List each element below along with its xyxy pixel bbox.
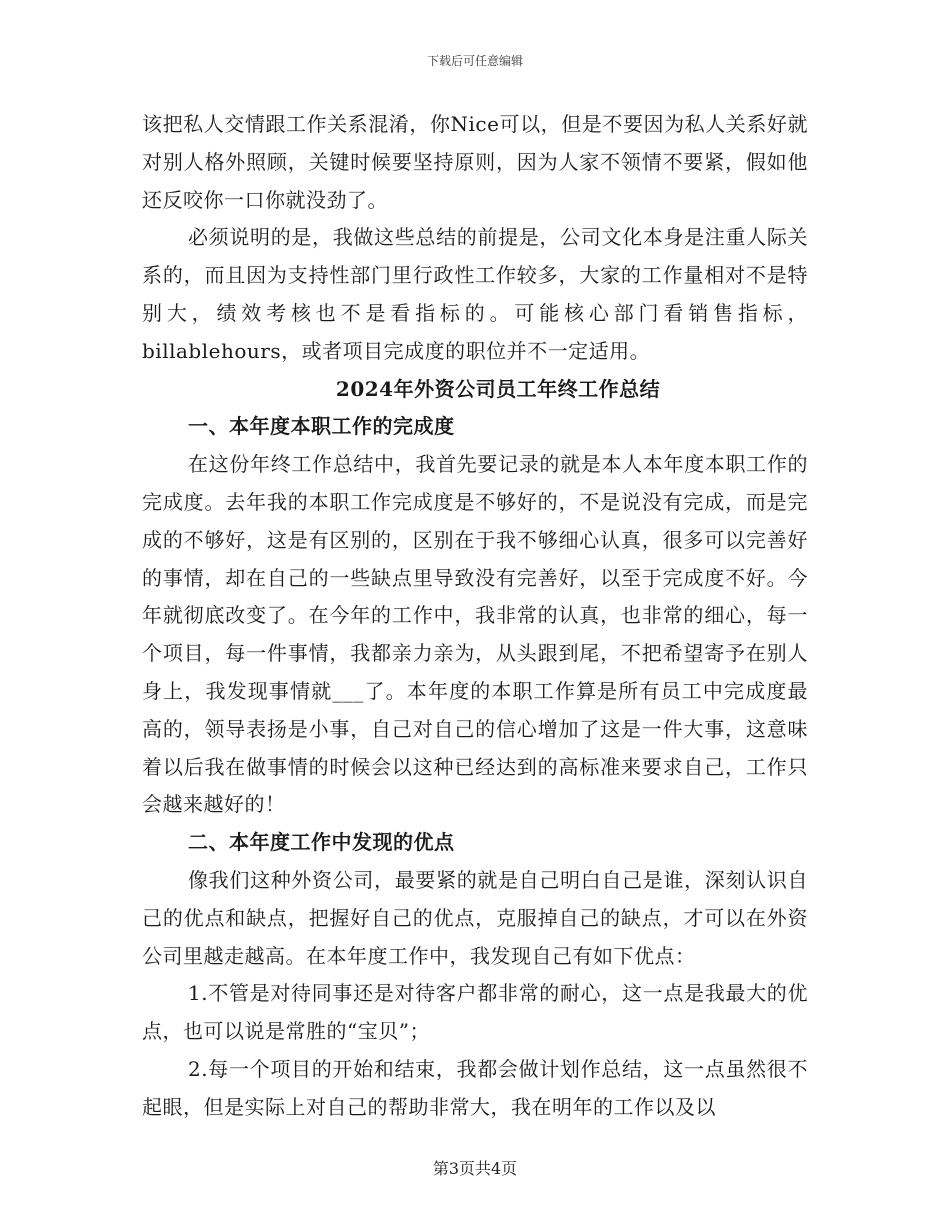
section-heading-2: 二、本年度工作中发现的优点 [188, 830, 455, 855]
document-title: 2024年外资公司员工年终工作总结 [335, 376, 661, 401]
list-item-1: 1.不管是对待同事还是对待客户都非常的耐心，这一点是我最大的优点，也可以说是常胜的“宝贝”； [142, 981, 808, 1044]
list-item-2: 2.每一个项目的开始和结束，我都会做计划作总结，这一点虽然很不起眼，但是实际上对自己的帮助非常大，我在明年的工作以及以 [142, 1056, 808, 1119]
page-number: 第3页共4页 [432, 1159, 518, 1178]
section-heading-1: 一、本年度本职工作的完成度 [188, 414, 455, 439]
document-body [142, 106, 808, 1127]
page-header-note: 下载后可任意编辑 [426, 54, 523, 68]
paragraph-2: 必须说明的是，我做这些总结的前提是，公司文化本身是注重人际关系的，而且因为支持性部门里行政性工作较多，大家的工作量相对不是特别大，绩效考核也不是看指标的。可能核心部门看销售指标，billablehours，或者项目完成度的职位并不一定适用。 [142, 225, 808, 363]
paragraph-3: 在这份年终工作总结中，我首先要记录的就是本人本年度本职工作的完成度。去年我的本职工作完成度是不够好的，不是说没有完成，而是完成的不够好，这是有区别的，区别在于我不够细心认真，很多可以完善好的事情，却在自己的一些缺点里导致没有完善好，以至于完成度不好。今年就彻底改变了。在今年的工作中，我非常的认真，也非常的细心，每一个项目，每一件事情，我都亲力亲为，从头跟到尾，不把希望寄予在别人身上，我发现事情就___了。本年度的本职工作算是所有员工中完成度最高的，领导表扬是小事，自己对自己的信心增加了这是一件大事，这意味着以后我在做事情的时候会以这种已经达到的高标准来要求自己，工作只会越来越好的！ [142, 452, 808, 817]
paragraph-4: 像我们这种外资公司，最要紧的就是自己明白自己是谁，深刻认识自己的优点和缺点，把握好自己的优点，克服掉自己的缺点，才可以在外资公司里越走越高。在本年度工作中，我发现自己有如下优点： [142, 867, 808, 968]
paragraph-1: 该把私人交情跟工作关系混淆，你Nice可以，但是不要因为私人关系好就对别人格外照顾，关键时候要坚持原则，因为人家不领情不要紧，假如他还反咬你一口你就没劲了。 [142, 112, 808, 212]
